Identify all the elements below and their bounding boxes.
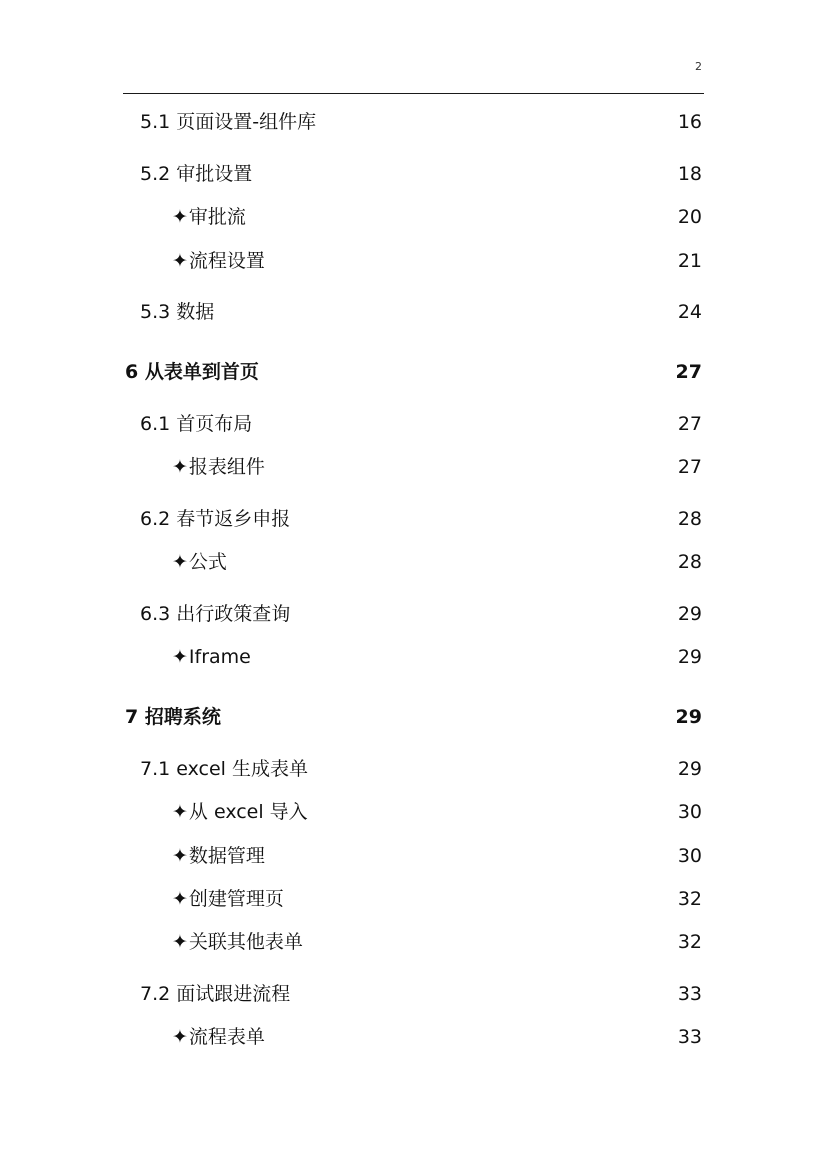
toc-chapter-page: 27 (675, 361, 702, 383)
toc-entry-page: 33 (677, 1026, 702, 1048)
toc-entry-page: 20 (677, 206, 702, 228)
toc-entry[interactable] (0, 203, 827, 231)
toc-entry[interactable] (0, 755, 827, 783)
toc-entry-page: 16 (677, 111, 702, 133)
toc-entry[interactable] (0, 842, 827, 870)
toc-chapter[interactable] (0, 358, 827, 386)
toc-chapter-label: 6 从表单到首页 (125, 361, 259, 383)
toc-entry-label: 审批流 (188, 206, 246, 228)
toc-entry-label: 6.1 首页布局 (140, 413, 253, 435)
toc-entry[interactable] (0, 980, 827, 1008)
toc-entry-label: 关联其他表单 (188, 931, 303, 953)
toc-entry-page: 24 (677, 301, 702, 323)
star-bullet-icon: ✦ (172, 888, 188, 910)
star-bullet-icon: ✦ (172, 250, 188, 272)
toc-entry-page: 32 (677, 931, 702, 953)
toc-entry-page: 29 (677, 603, 702, 625)
toc-entry[interactable] (0, 885, 827, 913)
toc-chapter-page: 29 (675, 706, 702, 728)
toc-entry-page: 21 (677, 250, 702, 272)
star-bullet-icon: ✦ (172, 646, 188, 668)
toc-entry[interactable] (0, 600, 827, 628)
toc-entry-page: 28 (677, 551, 702, 573)
toc-entry[interactable] (0, 247, 827, 275)
toc-entry-label: Iframe (188, 646, 251, 668)
toc-chapter-label: 7 招聘系统 (125, 706, 221, 728)
star-bullet-icon: ✦ (172, 456, 188, 478)
toc-entry-label: 7.1 excel 生成表单 (140, 758, 308, 780)
toc-entry-label: 5.3 数据 (140, 301, 215, 323)
toc-entry-page: 30 (677, 801, 702, 823)
toc-entry-page: 29 (677, 646, 702, 668)
star-bullet-icon: ✦ (172, 551, 188, 573)
toc-entry[interactable] (0, 928, 827, 956)
header-rule (123, 93, 704, 94)
toc-entry-label: 6.3 出行政策查询 (140, 603, 291, 625)
toc-entry-page: 27 (677, 456, 702, 478)
star-bullet-icon: ✦ (172, 801, 188, 823)
toc-entry-page: 27 (677, 413, 702, 435)
toc-entry[interactable] (0, 505, 827, 533)
toc-entry[interactable] (0, 160, 827, 188)
toc-entry[interactable] (0, 410, 827, 438)
toc-entry-page: 29 (677, 758, 702, 780)
toc-entry[interactable] (0, 1023, 827, 1051)
toc-entry[interactable] (0, 108, 827, 136)
toc-entry-label: 公式 (188, 551, 227, 573)
toc-entry-label: 从 excel 导入 (188, 801, 308, 823)
page-number: 2 (695, 60, 702, 73)
toc-entry-page: 30 (677, 845, 702, 867)
star-bullet-icon: ✦ (172, 845, 188, 867)
toc-entry[interactable] (0, 453, 827, 481)
toc-entry-label: 6.2 春节返乡申报 (140, 508, 291, 530)
star-bullet-icon: ✦ (172, 206, 188, 228)
toc-entry-page: 18 (677, 163, 702, 185)
toc-entry-label: 流程表单 (188, 1026, 265, 1048)
toc-entry-label: 报表组件 (188, 456, 265, 478)
toc-entry[interactable] (0, 643, 827, 671)
toc-entry-label: 创建管理页 (188, 888, 284, 910)
star-bullet-icon: ✦ (172, 931, 188, 953)
toc-entry-label: 流程设置 (188, 250, 265, 272)
toc-entry[interactable] (0, 298, 827, 326)
star-bullet-icon: ✦ (172, 1026, 188, 1048)
toc-entry-page: 32 (677, 888, 702, 910)
toc-entry[interactable] (0, 798, 827, 826)
toc-entry-label: 数据管理 (188, 845, 265, 867)
toc-entry-page: 28 (677, 508, 702, 530)
toc-entry-page: 33 (677, 983, 702, 1005)
toc-chapter[interactable] (0, 703, 827, 731)
toc-entry-label: 5.1 页面设置-组件库 (140, 111, 317, 133)
toc-entry-label: 5.2 审批设置 (140, 163, 253, 185)
toc-entry-label: 7.2 面试跟进流程 (140, 983, 291, 1005)
toc-entry[interactable] (0, 548, 827, 576)
